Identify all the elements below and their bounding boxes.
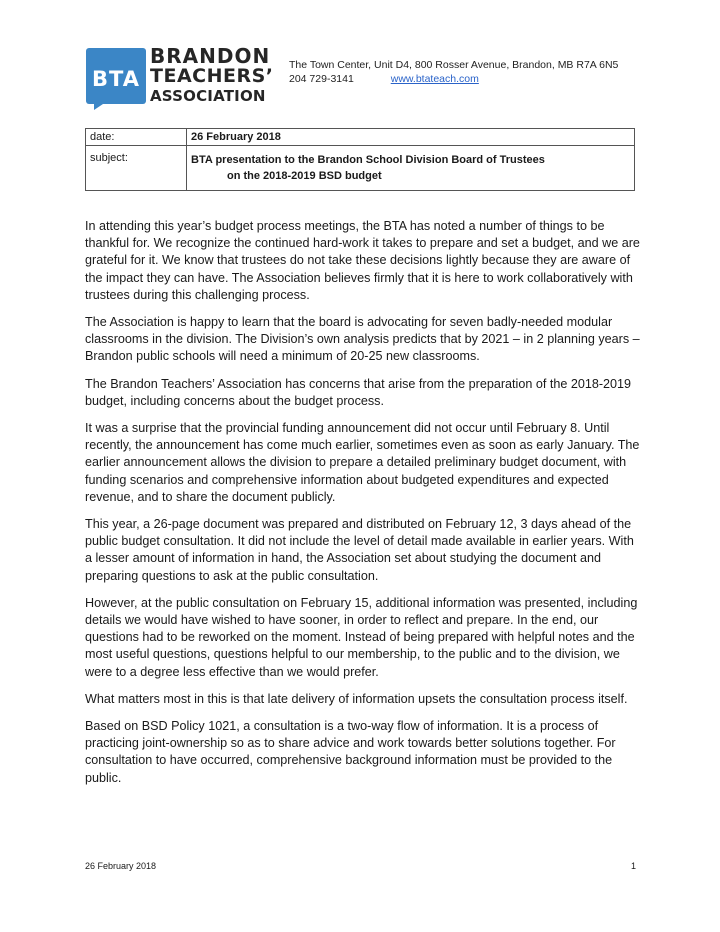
subject-label: subject: xyxy=(86,146,187,191)
body-paragraph: In attending this year’s budget process meetings, the BTA has noted a number of things to be thankful for. We recognize the continued hard-work it takes to prepare and set a budget, and we are grateful for it. We know that trustees do not take these decisions lightly because they are aware of the impact they can have. The Association believes firmly that it is here to work collaboratively with trustees during this challenging process. xyxy=(85,219,640,302)
body-paragraph: However, at the public consultation on February 15, additional information was presented, including details we would have wished to have sooner, in order to reflect and prepare. In the end, our questions had to be reworked on the moment. Instead of being prepared with helpful notes and the most useful questions, questions helpful to our membership, to the public and to the division, we were to a degree less effective than we would prefer. xyxy=(85,595,638,679)
body-paragraph: The Association is happy to learn that the board is advocating for seven badly-needed modular classrooms in the division. The Division’s own analysis predicts that by 2021 – in 2 planning years – Brandon public schools will need a minimum of 20-25 new classrooms. xyxy=(85,315,640,364)
date-label: date: xyxy=(86,129,187,146)
footer-page-number: 1 xyxy=(630,861,636,871)
footer-date: 26 February 2018 xyxy=(85,861,157,871)
logo-word-1: BRANDON xyxy=(150,44,271,68)
memo-subject-row xyxy=(86,146,635,191)
subject-value xyxy=(187,146,635,191)
phone-number: 204 729-3141 xyxy=(289,73,354,85)
bta-logo xyxy=(86,44,274,108)
website-link[interactable]: www.btateach.com xyxy=(390,73,479,85)
logo-word-3: ASSOCIATION xyxy=(150,87,266,105)
body-paragraph: The Brandon Teachers’ Association has concerns that arise from the preparation of the 2018-2019 budget, including concerns about the budget process. xyxy=(85,376,632,408)
bta-logo-abbrev: BTA xyxy=(92,67,140,91)
memo-date-row xyxy=(86,129,635,146)
body-paragraph: It was a surprise that the provincial funding announcement did not occur until February 8. Until recently, the announcement has come much earlier, sometimes even as soon as early January. The earlier announcement allows the division to prepare a detailed preliminary budget document, with funding scenarios and comprehensive information about budgeted expenditures and expected revenue, and to share the document publicly. xyxy=(85,421,640,504)
street-address: The Town Center, Unit D4, 800 Rosser Avenue, Brandon, MB R7A 6N5 xyxy=(289,59,619,71)
contact-line xyxy=(289,72,618,86)
body-paragraph: What matters most in this is that late delivery of information upsets the consultation process itself. xyxy=(85,691,628,706)
speech-bubble-tail-icon xyxy=(94,102,106,110)
letter-body xyxy=(85,218,641,797)
date-value: 26 February 2018 xyxy=(187,129,635,146)
memo-header-table xyxy=(85,128,635,191)
bta-logo-wordmark xyxy=(150,46,274,106)
body-paragraph: Based on BSD Policy 1021, a consultation is a two-way flow of information. It is a process of practicing joint-ownership so as to share advice and work towards better solutions together. For consultation to have occurred, comprehensive background information must be provided to the public. xyxy=(85,719,616,785)
bta-logo-badge xyxy=(86,48,146,104)
subject-line-2: on the 2018-2019 BSD budget xyxy=(227,170,382,182)
letterhead-address-block xyxy=(289,58,618,86)
body-paragraph: This year, a 26-page document was prepared and distributed on February 12, 3 days ahead of the public budget consultation. It did not include the level of detail made available in earlier years. With a lesser amount of information in hand, the Association set about studying the document and preparing questions to ask at the public consultation. xyxy=(85,517,634,583)
logo-word-2: TEACHERS’ xyxy=(150,65,274,87)
subject-line-1: BTA presentation to the Brandon School Division Board of Trustees xyxy=(191,154,545,166)
